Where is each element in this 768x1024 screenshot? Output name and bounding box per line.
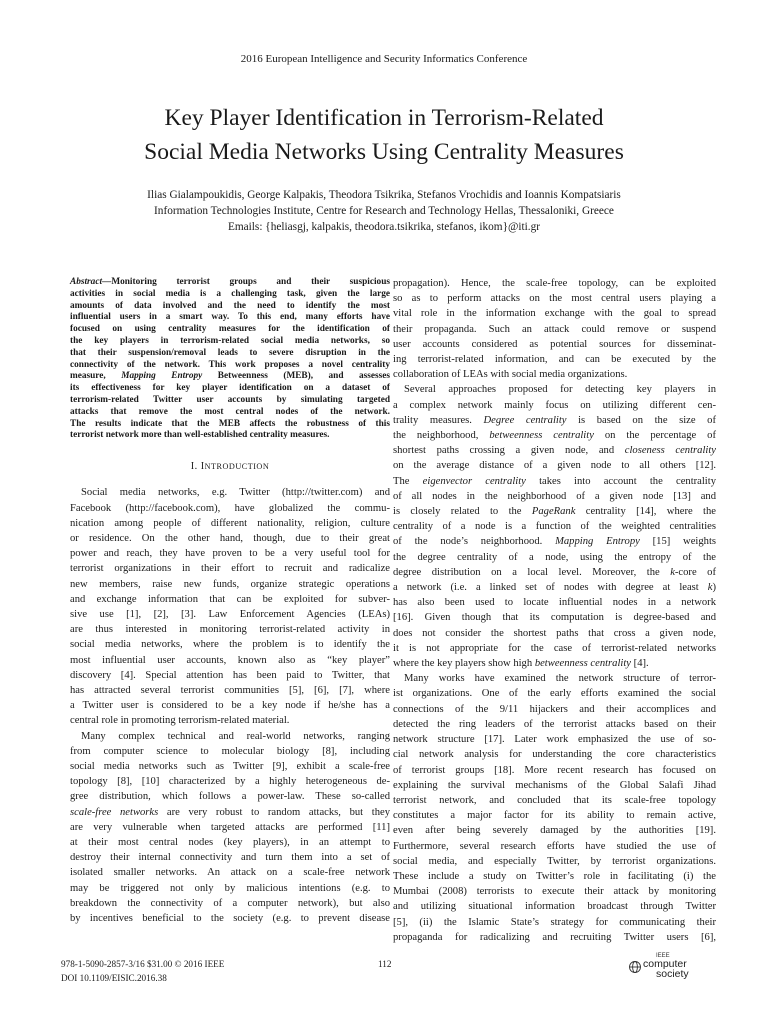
right-paragraph-2 (393, 382, 716, 671)
right-paragraph-1 (393, 276, 716, 382)
text-line: collaboration of LEAs with social media organizations. (393, 369, 628, 381)
text-line: Several approaches proposed for detecting key players in (404, 384, 716, 396)
author-emails: Emails: {heliasgj, kalpakis, theodora.tsikrika, stefanos, ikom}@iti.gr (227, 221, 541, 233)
text-line: new members, raise new funds, organize strategic operations (70, 578, 390, 590)
text-line: are thus interested in monitoring terrorist-related activity in (70, 624, 390, 636)
text-line: power and reach, they have proven to be a very useful tool for (70, 548, 390, 560)
text-line: degree distribution on a local level. Moreover, the k-core of (393, 566, 716, 578)
logo-society-text: society (656, 968, 689, 980)
text-line: terrorism-related Twitter user accounts by simulating targeted (70, 394, 390, 405)
text-line: Mumbai (2008) terrorists to execute their attack by monitoring (393, 886, 716, 898)
ieee-computer-society-logo (626, 950, 706, 982)
text-line: [16]. Given though that its computation is degree-based and (393, 612, 716, 624)
text-line: so as to perform attacks on the most central users playing a (393, 293, 716, 305)
text-line: of all nodes in the neighborhood of a given node [13] and (393, 490, 716, 502)
text-line: topology [8], [10] characterized by a highly heterogeneous de- (70, 776, 390, 788)
text-line: The eigenvector centrality takes into account the centrality (393, 475, 716, 487)
text-line: has attracted several terrorist communities [5], [6], [7], where (70, 685, 390, 696)
text-line: a Twitter user is considered to be a key node if he/she has a (70, 700, 390, 712)
text-line: nication among people of different nationality, religion, culture (70, 517, 390, 529)
abstract (70, 277, 390, 442)
text-line: user accounts considered as potential sources for disseminat- (393, 338, 716, 350)
text-line: influential users in a smart way. To this end, many efforts have (70, 312, 390, 323)
text-line: of the node’s neighborhood. Mapping Entropy [15] weights (393, 536, 717, 548)
text-line: even after being severely damaged by the authorities [19]. (393, 825, 716, 837)
text-line: network structure [17]. Later work emphasized the use of so- (393, 734, 716, 746)
text-line: has also been used to locate influential nodes in a network (393, 597, 716, 609)
right-paragraph-3 (393, 671, 716, 945)
text-line: social media networks such as Twitter [9], exhibit a scale-free (70, 761, 390, 773)
logo-globe-icon (630, 962, 641, 973)
text-line: connections of the 9/11 hijackers and their accomplices and (393, 703, 716, 715)
text-line: and exchange information that can be exploited for subver- (70, 593, 390, 605)
text-line: amounts of data involved and the need to identify the most (70, 300, 390, 311)
text-line: ing terrorist-related information, and can be executed by the (393, 354, 716, 366)
text-line: a network (i.e. a linked set of nodes with degree at least k) (393, 582, 716, 594)
text-line: Many complex technical and real-world networks, ranging (81, 730, 390, 742)
text-line: by incentives beneficial to the society (e.g. to prevent disease (70, 913, 390, 925)
text-line: of terrorist groups [18]. More recent research has focused on (393, 764, 716, 776)
section-heading-introduction: I. INTRODUCTION (190, 461, 270, 473)
text-line: Social media networks, e.g. Twitter (http://twitter.com) and (81, 487, 390, 499)
text-line: their propaganda. Such an attack could remove or suspend (393, 323, 716, 335)
text-line: Abstract—Monitoring terrorist groups and their suspicious (70, 277, 390, 287)
text-line: vital role in the information exchange with the goal to spread (393, 308, 716, 320)
text-line: constitutes a major factor for its ability to remain active, (393, 810, 716, 822)
text-line: from computer science to molecular biology [8], including (70, 745, 390, 757)
text-line: propagation). Hence, the scale-free topology, can be exploited (393, 278, 716, 289)
page-number: 112 (378, 959, 392, 969)
text-line: scale-free networks are very robust to random attacks, but they (70, 806, 390, 818)
text-line: terrorist network more than well-established centrality measures. (70, 430, 330, 441)
logo-ieee-text: IEEE (656, 953, 670, 959)
text-line: the key players in terrorism-related social media networks, so (70, 335, 390, 346)
text-line: ist organizations. One of the early efforts examined the social (393, 688, 716, 700)
text-line: [5], (ii) the Islamic State’s strategy for communicating their (393, 916, 716, 928)
text-line: The results indicate that the MEB affects the robustness of this (70, 418, 390, 429)
text-line: connectivity of the network. This work proposes a novel centrality (70, 359, 390, 370)
paper-title (0, 101, 768, 169)
text-line: is closely related to the PageRank centrality [14], where the (393, 506, 716, 518)
text-line: at their most central nodes (key players), in an attempt to (70, 837, 390, 849)
author-affiliation: Information Technologies Institute, Centre for Research and Technology Hellas, Thessaloniki, Greece (154, 205, 614, 217)
title-line-2: Social Media Networks Using Centrality Measures (144, 139, 624, 165)
text-line: its effectiveness for key player identification on a dataset of (70, 383, 390, 394)
text-line: detected the ring leaders of the terrorist attacks based on their (393, 718, 716, 730)
text-line: are very vulnerable when targeted attacks are performed [11] (70, 821, 390, 833)
text-line: shortest paths crossing a given node, and closeness centrality (393, 445, 716, 457)
footer-isbn: 978-1-5090-2857-3/16 $31.00 © 2016 IEEE (61, 959, 225, 969)
text-line: it is not appropriate for the case of terrorist-related networks (393, 642, 716, 654)
text-line: breakdown the connectivity of a computer network), but also (70, 897, 390, 909)
text-line: cial network analysis for understanding the core characteristics (393, 749, 716, 761)
right-column (393, 276, 716, 945)
author-block (0, 187, 768, 235)
intro-paragraph-1 (70, 485, 390, 728)
text-line: a complex network mainly focus on utilizing different cen- (393, 399, 716, 411)
text-line: or residence. On the other hand, though, due to their great (70, 532, 390, 544)
text-line: where the key players show high betweenness centrality [4]. (393, 658, 649, 670)
text-line: discovery [4]. Special attention has been paid to Twitter, that (70, 669, 390, 681)
text-line: attacks that remove the most central nodes of the network. (70, 406, 390, 417)
text-line: Furthermore, several research efforts have studied the use of (393, 840, 716, 852)
text-line: activities in social media is a challenging task, given the large (70, 288, 390, 299)
text-line: most influential user accounts, known also as “key player” (70, 654, 390, 666)
text-line: destroy their internal connectivity and turn them into a set of (70, 852, 390, 864)
title-line-1: Key Player Identification in Terrorism-Related (164, 105, 604, 131)
text-line: the degree centrality of a node, using the entropy of the (393, 551, 716, 563)
text-line: does not consider the shortest paths that cross a given node, (393, 627, 716, 639)
text-line: and utilizing situational information broadcast through Twitter (393, 901, 716, 913)
text-line: may be triggered not only by malicious intentions (e.g. to (70, 882, 390, 894)
intro-paragraph-2 (70, 729, 390, 927)
conference-name: 2016 European Intelligence and Security Informatics Conference (240, 53, 528, 65)
author-names: Ilias Gialampoukidis, George Kalpakis, Theodora Tsikrika, Stefanos Vrochidis and Ioannis Kompatsiaris (147, 189, 621, 201)
text-line: the neighborhood, betweenness centrality on the percentage of (393, 430, 717, 442)
text-line: centrality of a node is a function of the weighted centralities (393, 521, 716, 533)
text-line: central role in promoting terrorism-related material. (70, 715, 290, 727)
logo-computer-text: computer (643, 958, 687, 970)
text-line: social media, and especially Twitter, by terrorist organizations. (393, 855, 716, 867)
text-line: sive use [1], [2], [3]. Law Enforcement Agencies (LEAs) (70, 608, 390, 620)
text-line: terrorist network, and concluded that its scale-free topology (393, 794, 716, 806)
footer-doi: DOI 10.1109/EISIC.2016.38 (61, 972, 167, 983)
text-line: These include a study on Twitter’s role in facilitating (i) the (393, 870, 716, 882)
footer-identifiers (61, 958, 224, 985)
text-line: trality measures. Degree centrality is based on the size of (393, 414, 716, 426)
text-line: terrorist organizations in their effort to recruit and radicalize (70, 563, 390, 575)
text-line: measure, Mapping Entropy Betweenness (MEB), and assesses (70, 371, 390, 382)
text-line: focused on using centrality measures for the identification of (70, 324, 390, 335)
text-line: propaganda for radicalizing and recruiting Twitter users [6], (393, 931, 716, 943)
text-line: isolated smaller networks. An attack on a scale-free network (70, 867, 390, 879)
text-line: gree distribution, which follows a power-law. These so-called (70, 791, 390, 803)
text-line: that their suspension/removal leads to severe disruption in the (70, 347, 390, 358)
text-line: Many works have examined the network structure of terror- (404, 673, 716, 685)
text-line: explaining the survival mechanisms of the Global Salafi Jihad (393, 779, 716, 791)
text-line: social media networks, where the problem is to identify the (70, 639, 390, 651)
text-line: Facebook (http://facebook.com), have globalized the commu- (70, 502, 390, 514)
text-line: on the average distance of a given node to all others [12]. (393, 460, 716, 472)
left-column (70, 277, 390, 926)
